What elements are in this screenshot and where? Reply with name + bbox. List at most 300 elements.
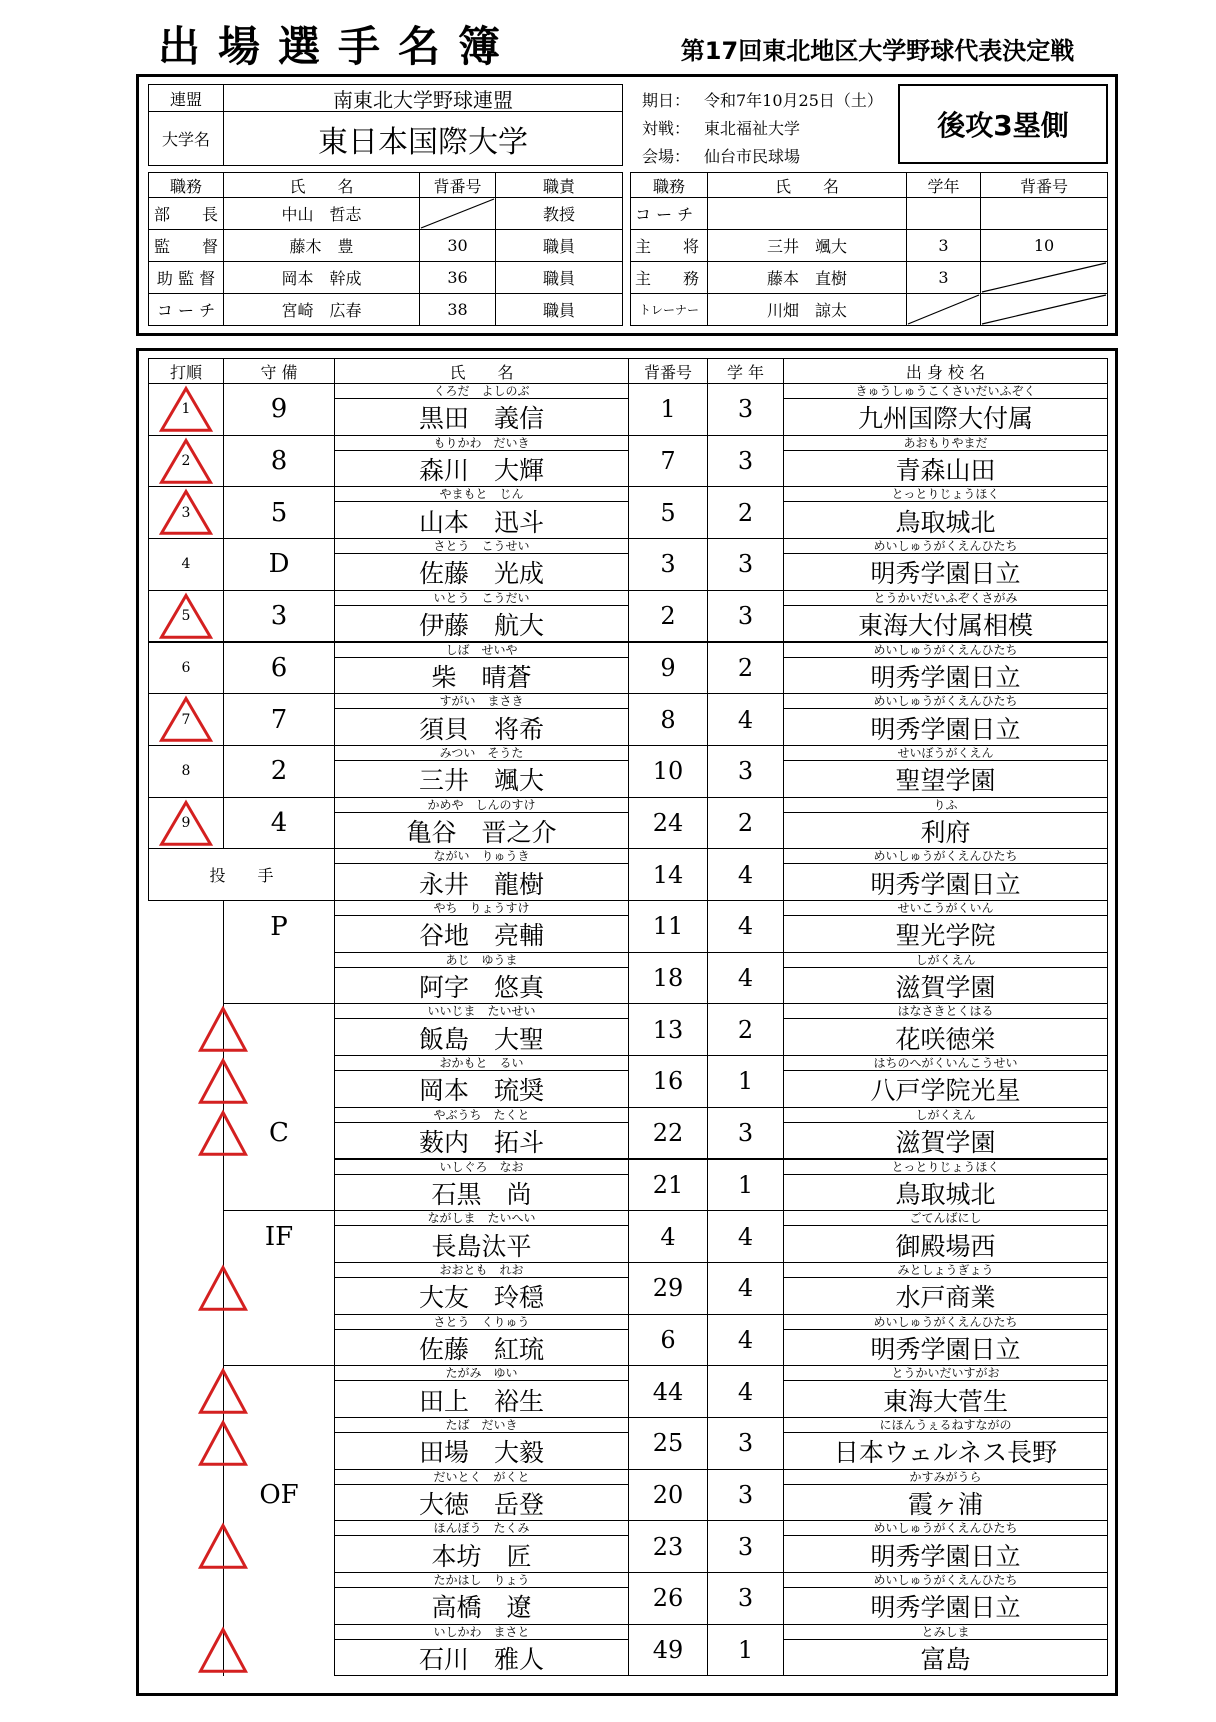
opponent-label: 対戦： bbox=[642, 119, 691, 138]
player-name-cell bbox=[334, 1417, 629, 1470]
staff-right-name: 藤本 直樹 bbox=[707, 261, 907, 294]
school-kana: めいしゅうがくえんひたち bbox=[784, 1315, 1107, 1330]
uniform-number: 26 bbox=[628, 1572, 708, 1625]
player-name-kana: もりかわ だいき bbox=[335, 436, 628, 451]
player-name-kana: いしぐろ なお bbox=[335, 1160, 628, 1175]
player-name-cell bbox=[334, 1572, 629, 1625]
empty-slash bbox=[980, 261, 1108, 294]
position-cell: 9 bbox=[223, 383, 335, 436]
player-name: 永井 龍樹 bbox=[418, 869, 544, 899]
uniform-number: 13 bbox=[628, 1003, 708, 1056]
uniform-number: 9 bbox=[628, 642, 708, 695]
batting-order-cell: 1 bbox=[148, 383, 224, 436]
empty-slash bbox=[980, 293, 1108, 326]
uniform-number: 4 bbox=[628, 1210, 708, 1263]
grade: 3 bbox=[707, 538, 784, 591]
player-name-cell bbox=[334, 1314, 629, 1367]
player-name-kana: やまもと じん bbox=[335, 487, 628, 502]
school-cell bbox=[783, 1107, 1108, 1160]
player-name: 本坊 匠 bbox=[431, 1541, 532, 1571]
player-name-cell bbox=[334, 1262, 629, 1315]
player-name-kana: かめや しんのすけ bbox=[335, 798, 628, 813]
school-kana: かすみがうら bbox=[784, 1470, 1107, 1485]
school-name: 鳥取城北 bbox=[895, 1179, 996, 1209]
staff-left-duty: 職員 bbox=[495, 229, 623, 262]
order-triangle-mark bbox=[160, 387, 212, 432]
staff-left-role: 部 長 bbox=[148, 197, 224, 230]
batting-order-cell: 4 bbox=[148, 538, 224, 591]
uniform-number: 18 bbox=[628, 952, 708, 1005]
header-grade: 学 年 bbox=[707, 358, 784, 384]
grade: 3 bbox=[707, 1469, 784, 1522]
grade: 2 bbox=[707, 797, 784, 850]
order-triangle-mark bbox=[160, 697, 212, 742]
grade: 1 bbox=[707, 1624, 784, 1677]
player-name-kana: だいとく がくと bbox=[335, 1470, 628, 1485]
staff-left-header-role: 職務 bbox=[148, 172, 224, 198]
staff-right-header-name: 氏 名 bbox=[707, 172, 907, 198]
player-name: 三井 颯大 bbox=[418, 766, 544, 796]
school-kana: せいこうがくいん bbox=[784, 901, 1107, 916]
university-name: 東日本国際大学 bbox=[223, 111, 623, 166]
staff-right-role: コ ー チ bbox=[630, 197, 708, 230]
school-cell bbox=[783, 1262, 1108, 1315]
school-cell bbox=[783, 1520, 1108, 1573]
pitcher-label: 投 手 bbox=[148, 848, 335, 901]
header-order: 打順 bbox=[148, 358, 224, 384]
player-name-cell bbox=[334, 1520, 629, 1573]
player-name-cell bbox=[334, 693, 629, 746]
player-name-kana: さとう くりゅう bbox=[335, 1315, 628, 1330]
player-name-kana: いしかわ まさと bbox=[335, 1625, 628, 1640]
school-name: 明秀学園日立 bbox=[870, 869, 1021, 899]
player-name-kana: たかはし りょう bbox=[335, 1573, 628, 1588]
school-kana: めいしゅうがくえんひたち bbox=[784, 643, 1107, 658]
school-kana: せいぼうがくえん bbox=[784, 746, 1107, 761]
school-kana: めいしゅうがくえんひたち bbox=[784, 539, 1107, 554]
school-cell bbox=[783, 848, 1108, 901]
university-label: 大学名 bbox=[148, 111, 224, 166]
player-name: 森川 大輝 bbox=[418, 456, 544, 486]
player-name-cell bbox=[334, 1210, 629, 1263]
player-name-kana: しば せいや bbox=[335, 643, 628, 658]
uniform-number: 25 bbox=[628, 1417, 708, 1470]
player-name-kana: みつい そうた bbox=[335, 746, 628, 761]
school-kana: しがくえん bbox=[784, 1108, 1107, 1123]
staff-left-duty: 職員 bbox=[495, 293, 623, 326]
player-name-cell bbox=[334, 486, 629, 539]
school-cell bbox=[783, 745, 1108, 798]
staff-left-name: 岡本 幹成 bbox=[223, 261, 420, 294]
staff-left-name: 宮崎 広春 bbox=[223, 293, 420, 326]
school-kana: あおもりやまだ bbox=[784, 436, 1107, 451]
player-name: 薮内 拓斗 bbox=[418, 1128, 544, 1158]
staff-left-header-number: 背番号 bbox=[419, 172, 496, 198]
staff-left-number: 36 bbox=[419, 261, 496, 294]
school-cell bbox=[783, 642, 1108, 695]
player-name: 飯島 大聖 bbox=[418, 1024, 544, 1054]
school-name: 明秀学園日立 bbox=[870, 1593, 1021, 1623]
bench-triangle-mark bbox=[199, 1007, 247, 1052]
batting-order-cell: 3 bbox=[148, 486, 224, 539]
header-position: 守 備 bbox=[223, 358, 335, 384]
school-cell bbox=[783, 1314, 1108, 1367]
player-name: 柴 晴蒼 bbox=[431, 662, 532, 692]
position-cell: IF bbox=[223, 1210, 335, 1263]
player-name-cell bbox=[334, 642, 629, 695]
player-name-cell bbox=[334, 538, 629, 591]
grade: 4 bbox=[707, 1365, 784, 1418]
school-cell bbox=[783, 1003, 1108, 1056]
order-triangle-mark bbox=[160, 439, 212, 484]
player-name: 石黒 尚 bbox=[431, 1179, 532, 1209]
school-name: 明秀学園日立 bbox=[870, 559, 1021, 589]
grade: 3 bbox=[707, 435, 784, 488]
bench-triangle-mark bbox=[199, 1524, 247, 1569]
player-name-cell bbox=[334, 1159, 629, 1212]
school-cell bbox=[783, 1572, 1108, 1625]
grade: 3 bbox=[707, 1417, 784, 1470]
bench-triangle-mark bbox=[199, 1111, 247, 1156]
order-triangle-mark bbox=[160, 594, 212, 639]
staff-right-name bbox=[707, 197, 907, 230]
staff-right-name: 三井 颯大 bbox=[707, 229, 907, 262]
school-kana: めいしゅうがくえんひたち bbox=[784, 1573, 1107, 1588]
batting-order-cell: 6 bbox=[148, 642, 224, 695]
school-name: 水戸商業 bbox=[895, 1283, 996, 1313]
school-name: 聖光学院 bbox=[895, 921, 996, 951]
position-cell: 5 bbox=[223, 486, 335, 539]
bench-triangle-mark bbox=[199, 1421, 247, 1466]
school-kana: はちのへがくいんこうせい bbox=[784, 1056, 1107, 1071]
uniform-number: 8 bbox=[628, 693, 708, 746]
grade: 2 bbox=[707, 642, 784, 695]
player-name: 大友 玲穏 bbox=[418, 1283, 544, 1313]
player-name: 黒田 義信 bbox=[418, 404, 544, 434]
staff-right-number: 10 bbox=[980, 229, 1108, 262]
school-name: 東海大付属相模 bbox=[857, 611, 1033, 641]
school-cell bbox=[783, 952, 1108, 1005]
staff-right-name: 川畑 諒太 bbox=[707, 293, 907, 326]
school-kana: はなさきとくはる bbox=[784, 1004, 1107, 1019]
opponent-value: 東北福祉大学 bbox=[704, 119, 801, 138]
empty-slash bbox=[906, 293, 981, 326]
player-name-kana: ながしま たいへい bbox=[335, 1211, 628, 1226]
school-cell bbox=[783, 900, 1108, 953]
position-cell bbox=[223, 1572, 335, 1625]
staff-left-header-duty: 職責 bbox=[495, 172, 623, 198]
staff-right-grade bbox=[906, 197, 981, 230]
player-name-cell bbox=[334, 797, 629, 850]
date-label: 期日： bbox=[642, 91, 691, 110]
staff-left-role: コ ー チ bbox=[148, 293, 224, 326]
staff-right-header-role: 職務 bbox=[630, 172, 708, 198]
uniform-number: 5 bbox=[628, 486, 708, 539]
grade: 4 bbox=[707, 1314, 784, 1367]
staff-right-role: 主 務 bbox=[630, 261, 708, 294]
grade: 2 bbox=[707, 486, 784, 539]
grade: 1 bbox=[707, 1055, 784, 1108]
school-name: 東海大菅生 bbox=[882, 1386, 1008, 1416]
staff-right-role: トレーナー bbox=[630, 293, 708, 326]
grade: 3 bbox=[707, 745, 784, 798]
league-label: 連盟 bbox=[148, 84, 224, 112]
school-name: 霞ヶ浦 bbox=[907, 1490, 983, 1520]
side-badge: 後攻3塁側 bbox=[898, 84, 1108, 164]
school-kana: ごてんばにし bbox=[784, 1211, 1107, 1226]
position-cell bbox=[223, 952, 335, 1005]
school-cell bbox=[783, 797, 1108, 850]
school-cell bbox=[783, 590, 1108, 643]
school-cell bbox=[783, 1365, 1108, 1418]
player-name-cell bbox=[334, 1624, 629, 1677]
position-cell: 3 bbox=[223, 590, 335, 643]
school-cell bbox=[783, 383, 1108, 436]
empty-slash bbox=[419, 197, 496, 230]
batting-order-cell: 8 bbox=[148, 745, 224, 798]
school-kana: しがくえん bbox=[784, 953, 1107, 968]
uniform-number: 2 bbox=[628, 590, 708, 643]
player-name-kana: やぶうち たくと bbox=[335, 1108, 628, 1123]
staff-left-number: 30 bbox=[419, 229, 496, 262]
grade: 4 bbox=[707, 1262, 784, 1315]
position-cell: 2 bbox=[223, 745, 335, 798]
uniform-number: 10 bbox=[628, 745, 708, 798]
school-name: 明秀学園日立 bbox=[870, 1334, 1021, 1364]
player-name: 山本 迅斗 bbox=[418, 507, 544, 537]
staff-right-grade: 3 bbox=[906, 261, 981, 294]
uniform-number: 23 bbox=[628, 1520, 708, 1573]
player-name-kana: いいじま たいせい bbox=[335, 1004, 628, 1019]
uniform-number: 44 bbox=[628, 1365, 708, 1418]
uniform-number: 20 bbox=[628, 1469, 708, 1522]
player-name: 谷地 亮輔 bbox=[418, 921, 544, 951]
position-cell: 4 bbox=[223, 797, 335, 850]
uniform-number: 16 bbox=[628, 1055, 708, 1108]
player-name-kana: おかもと るい bbox=[335, 1056, 628, 1071]
position-cell: 8 bbox=[223, 435, 335, 488]
position-cell: P bbox=[223, 900, 335, 953]
school-kana: とっとりじょうほく bbox=[784, 487, 1107, 502]
staff-right-header-number: 背番号 bbox=[980, 172, 1108, 198]
grade: 4 bbox=[707, 693, 784, 746]
grade: 3 bbox=[707, 590, 784, 643]
player-name: 岡本 琉奨 bbox=[418, 1076, 544, 1106]
staff-left-name: 藤木 豊 bbox=[223, 229, 420, 262]
grade: 2 bbox=[707, 1003, 784, 1056]
header-school: 出 身 校 名 bbox=[783, 358, 1108, 384]
order-triangle-mark bbox=[160, 801, 212, 846]
school-kana: めいしゅうがくえんひたち bbox=[784, 849, 1107, 864]
uniform-number: 24 bbox=[628, 797, 708, 850]
grade: 3 bbox=[707, 1107, 784, 1160]
staff-right-header-grade: 学年 bbox=[906, 172, 981, 198]
player-name-cell bbox=[334, 435, 629, 488]
staff-left-number: 38 bbox=[419, 293, 496, 326]
school-kana: とうかいだいすがお bbox=[784, 1366, 1107, 1381]
date-value: 令和7年10月25日（土） bbox=[704, 91, 883, 110]
position-cell: D bbox=[223, 538, 335, 591]
school-name: 九州国際大付属 bbox=[857, 404, 1033, 434]
league-name: 南東北大学野球連盟 bbox=[223, 84, 623, 112]
position-cell bbox=[223, 1159, 335, 1212]
player-name-kana: ほんぼう たくみ bbox=[335, 1521, 628, 1536]
school-cell bbox=[783, 1417, 1108, 1470]
player-name-cell bbox=[334, 590, 629, 643]
school-name: 滋賀学園 bbox=[895, 1128, 996, 1158]
player-name-cell bbox=[334, 383, 629, 436]
player-name-cell bbox=[334, 1107, 629, 1160]
staff-left-role: 監 督 bbox=[148, 229, 224, 262]
player-name-cell bbox=[334, 1003, 629, 1056]
staff-left-name: 中山 哲志 bbox=[223, 197, 420, 230]
school-kana: とうかいだいふぞくさがみ bbox=[784, 591, 1107, 606]
position-cell: 6 bbox=[223, 642, 335, 695]
staff-left-duty: 職員 bbox=[495, 261, 623, 294]
player-name: 田上 裕生 bbox=[418, 1386, 544, 1416]
player-name-cell bbox=[334, 900, 629, 953]
page-title: 出場選手名簿 bbox=[158, 22, 519, 71]
order-triangle-mark bbox=[160, 490, 212, 535]
player-name: 阿字 悠真 bbox=[418, 973, 544, 1003]
staff-left-header-name: 氏 名 bbox=[223, 172, 420, 198]
player-name-kana: たば だいき bbox=[335, 1418, 628, 1433]
player-name: 佐藤 紅琉 bbox=[418, 1334, 544, 1364]
uniform-number: 29 bbox=[628, 1262, 708, 1315]
player-name-cell bbox=[334, 745, 629, 798]
school-name: 明秀学園日立 bbox=[870, 1541, 1021, 1571]
event-title: 第17回東北地区大学野球代表決定戦 bbox=[680, 37, 1075, 65]
player-name: 石川 雅人 bbox=[418, 1645, 544, 1675]
player-name-kana: さとう こうせい bbox=[335, 539, 628, 554]
school-cell bbox=[783, 1469, 1108, 1522]
uniform-number: 11 bbox=[628, 900, 708, 953]
school-name: 青森山田 bbox=[895, 456, 996, 486]
uniform-number: 6 bbox=[628, 1314, 708, 1367]
position-cell: C bbox=[223, 1107, 335, 1160]
school-cell bbox=[783, 538, 1108, 591]
player-name: 亀谷 晋之介 bbox=[406, 817, 557, 847]
school-name: 八戸学院光星 bbox=[870, 1076, 1021, 1106]
grade: 4 bbox=[707, 900, 784, 953]
school-name: 利府 bbox=[920, 817, 971, 847]
player-name: 伊藤 航大 bbox=[418, 611, 544, 641]
school-cell bbox=[783, 693, 1108, 746]
school-cell bbox=[783, 1159, 1108, 1212]
uniform-number: 14 bbox=[628, 848, 708, 901]
player-name: 佐藤 光成 bbox=[418, 559, 544, 589]
player-name: 高橋 遼 bbox=[431, 1593, 532, 1623]
school-kana: きゅうしゅうこくさいだいふぞく bbox=[784, 384, 1107, 399]
staff-right-role: 主 将 bbox=[630, 229, 708, 262]
grade: 3 bbox=[707, 383, 784, 436]
grade: 4 bbox=[707, 1210, 784, 1263]
player-name-kana: あじ ゆうま bbox=[335, 953, 628, 968]
player-name: 長島汰平 bbox=[431, 1231, 532, 1261]
staff-left-role: 助 監 督 bbox=[148, 261, 224, 294]
player-name-kana: いとう こうだい bbox=[335, 591, 628, 606]
player-name-kana: すがい まさき bbox=[335, 694, 628, 709]
venue-value: 仙台市民球場 bbox=[704, 147, 801, 166]
position-cell bbox=[223, 1314, 335, 1367]
school-name: 明秀学園日立 bbox=[870, 714, 1021, 744]
staff-right-grade: 3 bbox=[906, 229, 981, 262]
header-name: 氏 名 bbox=[334, 358, 629, 384]
player-name-kana: くろだ よしのぶ bbox=[335, 384, 628, 399]
grade: 3 bbox=[707, 1572, 784, 1625]
school-kana: とっとりじょうほく bbox=[784, 1160, 1107, 1175]
school-name: 花咲徳栄 bbox=[895, 1024, 996, 1054]
uniform-number: 1 bbox=[628, 383, 708, 436]
position-cell: 7 bbox=[223, 693, 335, 746]
uniform-number: 22 bbox=[628, 1107, 708, 1160]
batting-order-cell: 9 bbox=[148, 797, 224, 850]
player-name-cell bbox=[334, 1365, 629, 1418]
school-kana: にほんうぇるねすながの bbox=[784, 1418, 1107, 1433]
school-cell bbox=[783, 1210, 1108, 1263]
school-kana: とみしま bbox=[784, 1625, 1107, 1640]
uniform-number: 3 bbox=[628, 538, 708, 591]
school-kana: みとしょうぎょう bbox=[784, 1263, 1107, 1278]
player-name-cell bbox=[334, 1055, 629, 1108]
player-name-cell bbox=[334, 952, 629, 1005]
bench-triangle-mark bbox=[199, 1628, 247, 1673]
school-kana: りふ bbox=[784, 798, 1107, 813]
uniform-number: 49 bbox=[628, 1624, 708, 1677]
venue-label: 会場： bbox=[642, 147, 691, 166]
school-name: 明秀学園日立 bbox=[870, 662, 1021, 692]
player-name-kana: おおとも れお bbox=[335, 1263, 628, 1278]
school-name: 日本ウェルネス長野 bbox=[833, 1438, 1058, 1468]
player-name-kana: ながい りゅうき bbox=[335, 849, 628, 864]
school-kana: めいしゅうがくえんひたち bbox=[784, 694, 1107, 709]
player-name: 田場 大毅 bbox=[418, 1438, 544, 1468]
school-name: 聖望学園 bbox=[895, 766, 996, 796]
school-cell bbox=[783, 1624, 1108, 1677]
school-name: 御殿場西 bbox=[895, 1231, 996, 1261]
school-name: 滋賀学園 bbox=[895, 973, 996, 1003]
grade: 4 bbox=[707, 952, 784, 1005]
position-cell: OF bbox=[223, 1469, 335, 1522]
player-name-kana: やち りょうすけ bbox=[335, 901, 628, 916]
uniform-number: 21 bbox=[628, 1159, 708, 1212]
school-name: 富島 bbox=[920, 1645, 971, 1675]
grade: 1 bbox=[707, 1159, 784, 1212]
player-name-cell bbox=[334, 848, 629, 901]
batting-order-cell: 2 bbox=[148, 435, 224, 488]
school-kana: めいしゅうがくえんひたち bbox=[784, 1521, 1107, 1536]
staff-left-duty: 教授 bbox=[495, 197, 623, 230]
header-number: 背番号 bbox=[628, 358, 708, 384]
bench-triangle-mark bbox=[199, 1369, 247, 1414]
school-cell bbox=[783, 435, 1108, 488]
player-name-kana: たがみ ゆい bbox=[335, 1366, 628, 1381]
player-name: 須貝 将希 bbox=[418, 714, 544, 744]
school-name: 鳥取城北 bbox=[895, 507, 996, 537]
bench-triangle-mark bbox=[199, 1266, 247, 1311]
school-cell bbox=[783, 486, 1108, 539]
batting-order-cell: 5 bbox=[148, 590, 224, 643]
player-name: 大徳 岳登 bbox=[418, 1490, 544, 1520]
grade: 3 bbox=[707, 1520, 784, 1573]
bench-triangle-mark bbox=[199, 1059, 247, 1104]
school-cell bbox=[783, 1055, 1108, 1108]
player-name-cell bbox=[334, 1469, 629, 1522]
staff-right-number bbox=[980, 197, 1108, 230]
uniform-number: 7 bbox=[628, 435, 708, 488]
batting-order-cell: 7 bbox=[148, 693, 224, 746]
grade: 4 bbox=[707, 848, 784, 901]
